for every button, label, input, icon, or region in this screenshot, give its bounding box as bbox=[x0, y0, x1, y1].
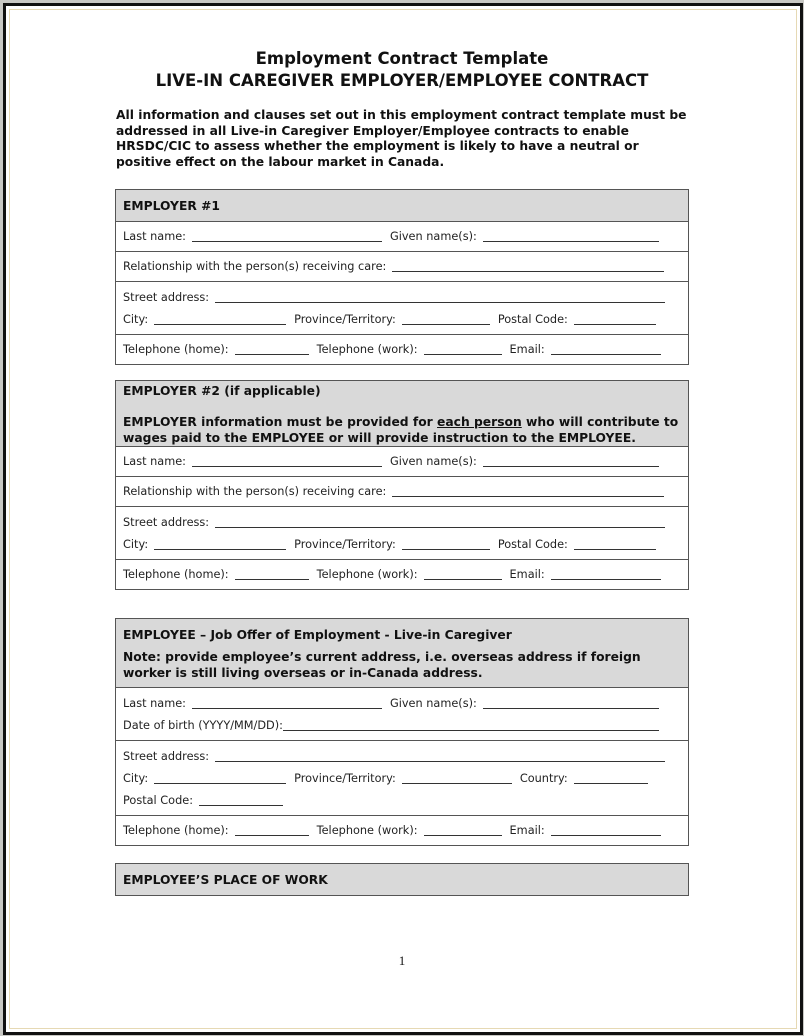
document-subtitle: LIVE-IN CAREGIVER EMPLOYER/EMPLOYEE CONTRACT bbox=[155, 71, 649, 90]
employer1-contact-row bbox=[116, 335, 688, 364]
employer2-note-text: EMPLOYER information must be provided for bbox=[123, 415, 438, 429]
email-field[interactable] bbox=[551, 569, 661, 580]
country-field[interactable] bbox=[574, 773, 648, 784]
place-of-work-section bbox=[115, 863, 689, 896]
employee-heading: EMPLOYEE – Job Offer of Employment - Live-in Caregiver bbox=[123, 628, 512, 642]
last-name-field[interactable] bbox=[192, 456, 382, 467]
postal-field[interactable] bbox=[199, 795, 283, 806]
employer1-heading: EMPLOYER #1 bbox=[116, 190, 688, 222]
tel-home-field[interactable] bbox=[235, 569, 309, 580]
intro-paragraph: All information and clauses set out in this employment contract template must be addressed in all Live-in Caregiver Employer/Employee contracts to enable HRSDC/CIC to assess whether the employment is likely to have a neutral or positive effect on the labour market in Canada. bbox=[116, 108, 687, 169]
tel-work-field[interactable] bbox=[424, 569, 502, 580]
employer2-note-emphasis: each person bbox=[437, 415, 522, 429]
tel-work-label: Telephone (work): bbox=[316, 343, 418, 356]
last-name-field[interactable] bbox=[192, 698, 382, 709]
employee-name-row bbox=[116, 688, 688, 741]
street-field[interactable] bbox=[215, 517, 665, 528]
employer2-name-row bbox=[116, 447, 688, 477]
tel-home-label: Telephone (home): bbox=[123, 568, 229, 581]
employer2-contact-row bbox=[116, 560, 688, 589]
relationship-label: Relationship with the person(s) receiving care: bbox=[123, 260, 387, 273]
street-field[interactable] bbox=[215, 751, 665, 762]
tel-home-label: Telephone (home): bbox=[123, 824, 229, 837]
employer2-address-row bbox=[116, 507, 688, 560]
employee-note: Note: provide employee’s current address, i.e. overseas address if foreign worker is still living overseas or in-Canada address. bbox=[123, 650, 641, 680]
province-label: Province/Territory: bbox=[294, 771, 396, 785]
document-title: Employment Contract Template bbox=[255, 49, 549, 68]
employee-contact-row bbox=[116, 816, 688, 845]
given-names-field[interactable] bbox=[483, 698, 659, 709]
tel-home-field[interactable] bbox=[235, 344, 309, 355]
city-field[interactable] bbox=[154, 773, 286, 784]
employer2-heading-block bbox=[116, 381, 688, 447]
given-names-label: Given name(s): bbox=[389, 696, 477, 710]
street-label: Street address: bbox=[123, 749, 210, 763]
province-field[interactable] bbox=[402, 539, 490, 550]
province-field[interactable] bbox=[402, 773, 512, 784]
given-names-field[interactable] bbox=[483, 456, 659, 467]
relationship-field[interactable] bbox=[392, 261, 664, 272]
employee-address-row bbox=[116, 741, 688, 816]
last-name-field[interactable] bbox=[192, 231, 382, 242]
city-label: City: bbox=[123, 771, 149, 785]
province-field[interactable] bbox=[402, 314, 490, 325]
street-field[interactable] bbox=[215, 292, 665, 303]
employer2-section bbox=[115, 380, 689, 590]
province-label: Province/Territory: bbox=[294, 537, 396, 551]
email-label: Email: bbox=[509, 824, 545, 837]
email-field[interactable] bbox=[551, 825, 661, 836]
employer1-relationship-row bbox=[116, 252, 688, 282]
tel-work-label: Telephone (work): bbox=[316, 824, 418, 837]
postal-label: Postal Code: bbox=[497, 312, 568, 326]
email-field[interactable] bbox=[551, 344, 661, 355]
city-label: City: bbox=[123, 537, 149, 551]
given-names-field[interactable] bbox=[483, 231, 659, 242]
province-label: Province/Territory: bbox=[294, 312, 396, 326]
employee-heading-block bbox=[116, 619, 688, 688]
employer2-note bbox=[123, 414, 681, 446]
country-label: Country: bbox=[519, 771, 568, 785]
postal-label: Postal Code: bbox=[497, 537, 568, 551]
employer1-name-row bbox=[116, 222, 688, 252]
employer2-relationship-row bbox=[116, 477, 688, 507]
last-name-label: Last name: bbox=[123, 455, 186, 468]
given-names-label: Given name(s): bbox=[389, 455, 477, 468]
city-field[interactable] bbox=[154, 314, 286, 325]
street-label: Street address: bbox=[123, 515, 210, 529]
street-label: Street address: bbox=[123, 290, 210, 304]
city-field[interactable] bbox=[154, 539, 286, 550]
place-of-work-heading: EMPLOYEE’S PLACE OF WORK bbox=[116, 864, 688, 895]
city-label: City: bbox=[123, 312, 149, 326]
employer1-section bbox=[115, 189, 689, 365]
relationship-label: Relationship with the person(s) receiving care: bbox=[123, 485, 387, 498]
dob-label: Date of birth (YYYY/MM/DD): bbox=[123, 718, 283, 732]
tel-work-field[interactable] bbox=[424, 344, 502, 355]
employee-section bbox=[115, 618, 689, 846]
last-name-label: Last name: bbox=[123, 696, 186, 710]
tel-home-field[interactable] bbox=[235, 825, 309, 836]
postal-label: Postal Code: bbox=[123, 793, 194, 807]
tel-home-label: Telephone (home): bbox=[123, 343, 229, 356]
employer2-heading: EMPLOYER #2 (if applicable) bbox=[123, 384, 321, 398]
document-title-block bbox=[0, 48, 804, 92]
tel-work-field[interactable] bbox=[424, 825, 502, 836]
tel-work-label: Telephone (work): bbox=[316, 568, 418, 581]
postal-field[interactable] bbox=[574, 314, 656, 325]
relationship-field[interactable] bbox=[392, 486, 664, 497]
last-name-label: Last name: bbox=[123, 230, 186, 243]
given-names-label: Given name(s): bbox=[389, 230, 477, 243]
postal-field[interactable] bbox=[574, 539, 656, 550]
email-label: Email: bbox=[509, 343, 545, 356]
page-number: 1 bbox=[398, 953, 406, 968]
employer2-note-text-end: who will contribute to wages paid to the EMPLOYEE or will provide instruction to the EMPLOYEE. bbox=[123, 415, 679, 445]
dob-field[interactable] bbox=[283, 720, 659, 731]
employer1-address-row bbox=[116, 282, 688, 335]
email-label: Email: bbox=[509, 568, 545, 581]
